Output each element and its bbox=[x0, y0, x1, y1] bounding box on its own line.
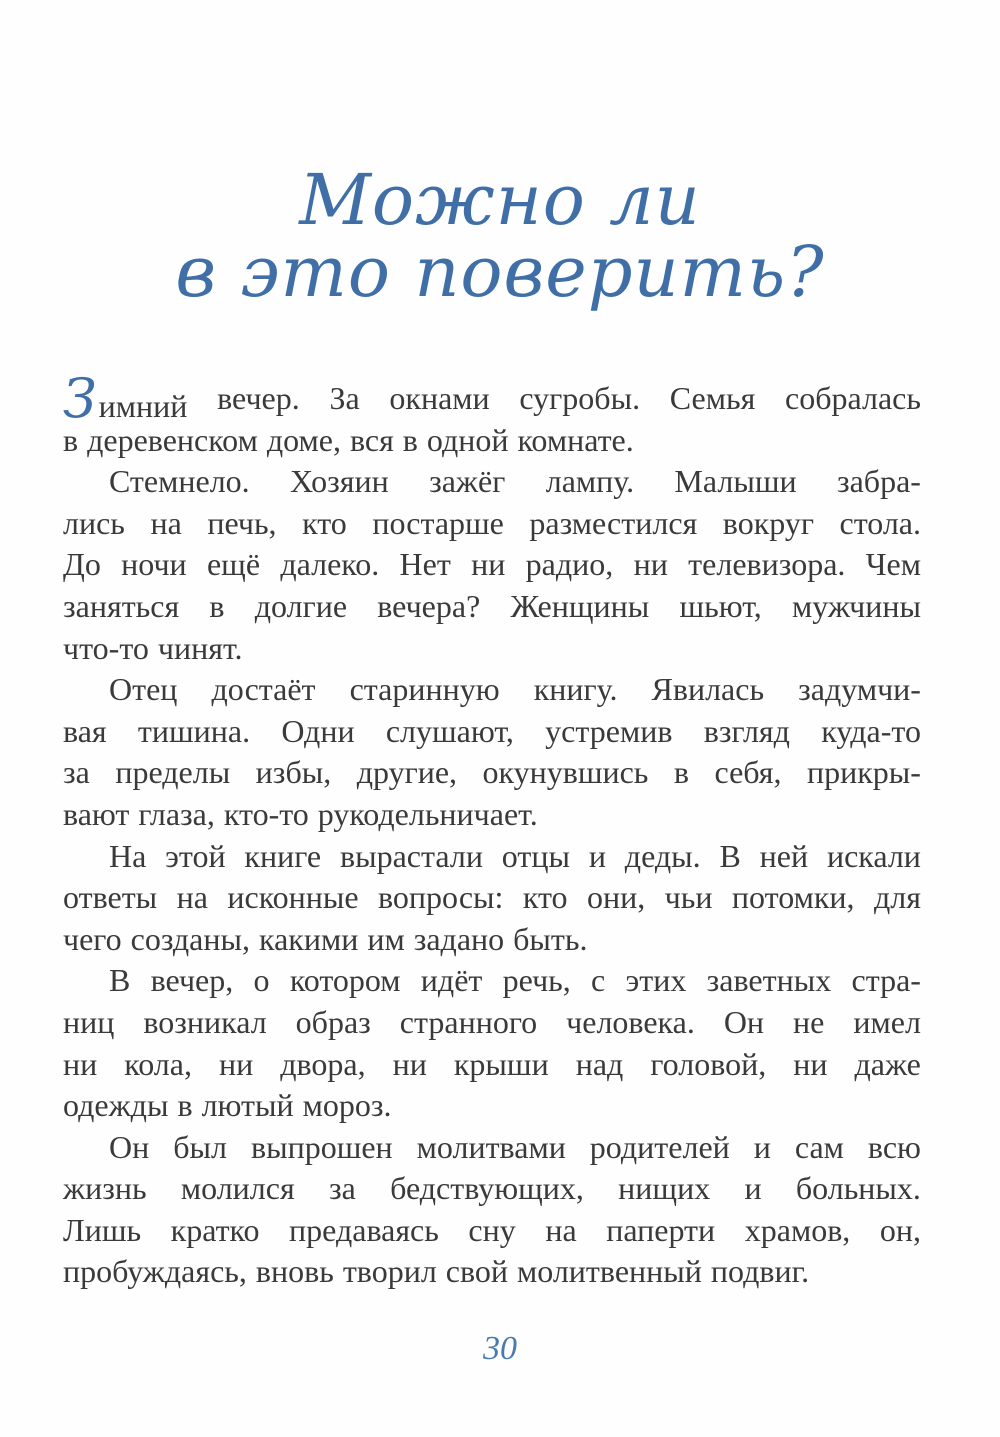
text-line: Отец достаёт старинную книгу. Явилась задумчи- bbox=[109, 671, 921, 708]
drop-cap: З bbox=[63, 367, 97, 430]
text-line: Зимний вечер. За окнами сугробы. Семья собралась bbox=[63, 367, 921, 430]
text-line: На этой книге вырастали отцы и деды. В ней искали bbox=[109, 837, 921, 874]
text-line: В вечер, о котором идёт речь, с этих заветных стра- bbox=[109, 962, 921, 999]
paragraph bbox=[63, 669, 921, 835]
text-line: чего созданы, какими им задано быть. bbox=[63, 920, 588, 957]
text-line: Лишь кратко предаваясь сну на паперти храмов, он, bbox=[63, 1211, 921, 1248]
text-line: ни кола, ни двора, ни крыши над головой, ни даже bbox=[63, 1045, 921, 1082]
text-line: за пределы избы, другие, окунувшись в себя, прикры- bbox=[63, 754, 921, 791]
text-line: Он был выпрошен молитвами родителей и сам всю bbox=[109, 1128, 921, 1165]
text-line: что-то чинят. bbox=[63, 629, 243, 666]
paragraph bbox=[63, 836, 921, 961]
text-line: вают глаза, кто-то рукодельничает. bbox=[63, 795, 538, 832]
text-line: лись на печь, кто постарше разместился вокруг стола. bbox=[63, 504, 921, 541]
text-line: в деревенском доме, вся в одной комнате. bbox=[63, 421, 634, 458]
chapter-title-line-2: в это поверить? bbox=[175, 231, 825, 313]
body-text bbox=[63, 367, 921, 1293]
text-line: Стемнело. Хозяин зажёг лампу. Малыши забра- bbox=[109, 463, 921, 500]
paragraph bbox=[63, 960, 921, 1126]
text-line: вая тишина. Одни слушают, устремив взгляд куда-то bbox=[63, 712, 921, 749]
chapter-title-line-1: Можно ли bbox=[299, 159, 701, 241]
text-line: пробуждаясь, вновь творил свой молитвенный подвиг. bbox=[63, 1253, 810, 1290]
text-line: жизнь молился за бедствующих, нищих и больных. bbox=[63, 1170, 921, 1207]
text-line: одежды в лютый мороз. bbox=[63, 1087, 392, 1124]
text-line: ниц возникал образ странного человека. Он не имел bbox=[63, 1003, 921, 1040]
paragraph bbox=[63, 1127, 921, 1293]
paragraph bbox=[63, 461, 921, 669]
text-line: До ночи ещё далеко. Нет ни радио, ни телевизора. Чем bbox=[63, 546, 921, 583]
paragraph bbox=[63, 367, 921, 461]
text-line: ответы на исконные вопросы: кто они, чьи потомки, для bbox=[63, 879, 921, 916]
text-line: заняться в долгие вечера? Женщины шьют, мужчины bbox=[63, 587, 921, 624]
page-number: 30 bbox=[483, 1330, 517, 1367]
